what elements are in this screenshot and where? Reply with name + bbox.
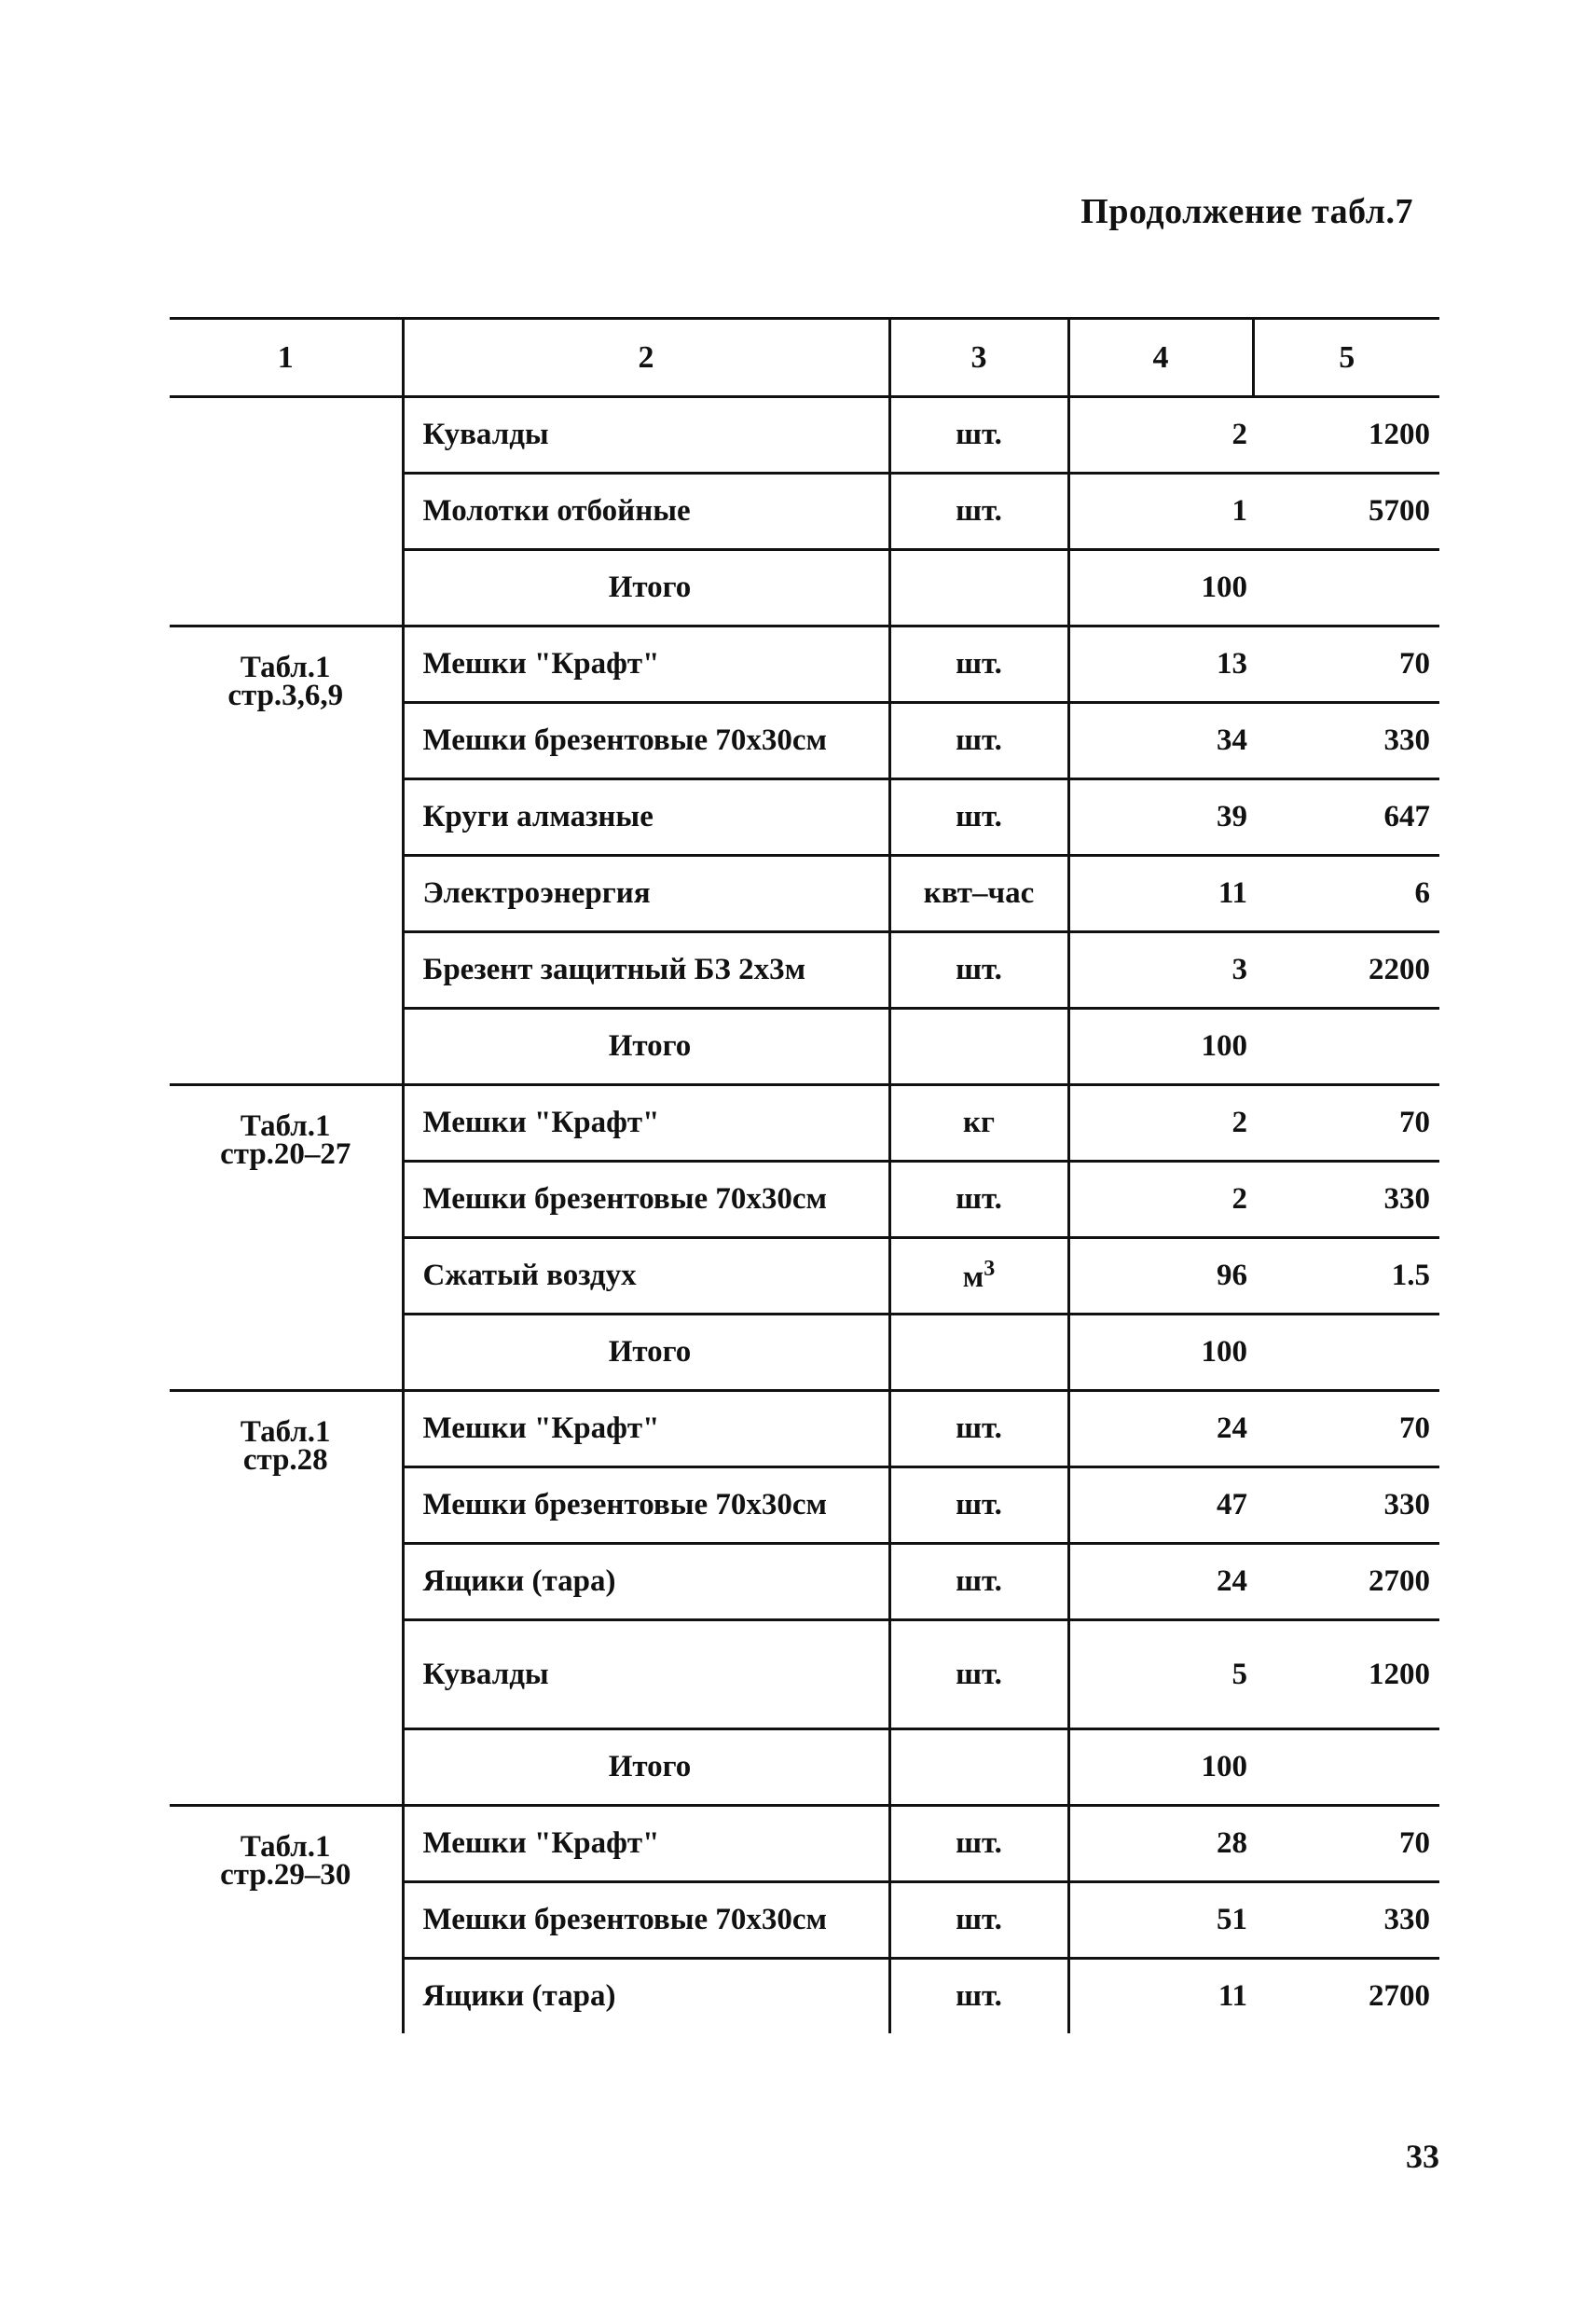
unit-exponent: 3 — [984, 1257, 996, 1281]
item-share: 3 — [1068, 932, 1253, 1009]
item-unit: шт. — [889, 932, 1068, 1009]
item-price: 70 — [1253, 1391, 1439, 1467]
item-name: Мешки брезентовые 70х30см — [403, 703, 889, 779]
item-share: 13 — [1068, 626, 1253, 703]
item-price: 2700 — [1253, 1959, 1439, 2034]
table-row — [170, 397, 1439, 474]
item-unit: шт. — [889, 1882, 1068, 1959]
reference-line: стр.20–27 — [220, 1137, 351, 1171]
item-share: 28 — [1068, 1806, 1253, 1882]
item-price: 70 — [1253, 1085, 1439, 1162]
item-name: Брезент защитный БЗ 2х3м — [403, 932, 889, 1009]
item-name: Сжатый воздух — [403, 1238, 889, 1315]
item-unit: шт. — [889, 1162, 1068, 1238]
table-caption: Продолжение табл.7 — [1080, 192, 1413, 231]
item-price: 1200 — [1253, 1620, 1439, 1729]
page-number: 33 — [1406, 2138, 1439, 2175]
total-unit — [889, 1729, 1068, 1806]
header-cell: 3 — [889, 319, 1068, 397]
data-table — [170, 317, 1439, 2033]
item-share: 11 — [1068, 856, 1253, 932]
reference-line: Табл.1 — [240, 1415, 331, 1449]
item-price: 6 — [1253, 856, 1439, 932]
total-value: 100 — [1068, 550, 1253, 626]
item-unit: шт. — [889, 703, 1068, 779]
item-share: 24 — [1068, 1391, 1253, 1467]
reference-cell — [170, 1085, 403, 1391]
reference-line: стр.28 — [242, 1443, 328, 1477]
header-cell: 2 — [403, 319, 889, 397]
item-unit: кг — [889, 1085, 1068, 1162]
reference-line: стр.29–30 — [220, 1858, 351, 1892]
reference-line: стр.3,6,9 — [227, 679, 344, 712]
item-share: 11 — [1068, 1959, 1253, 2034]
item-unit — [889, 1238, 1068, 1315]
item-name: Ящики (тара) — [403, 1959, 889, 2034]
unit-base: м — [962, 1260, 984, 1294]
reference-line: Табл.1 — [240, 651, 331, 684]
item-name: Молотки отбойные — [403, 474, 889, 550]
item-price: 70 — [1253, 626, 1439, 703]
header-cell: 4 — [1068, 319, 1253, 397]
header-cell: 5 — [1253, 319, 1439, 397]
item-share: 1 — [1068, 474, 1253, 550]
total-price — [1253, 1315, 1439, 1391]
total-price — [1253, 1729, 1439, 1806]
reference-cell — [170, 626, 403, 1085]
item-unit: квт–час — [889, 856, 1068, 932]
item-share: 51 — [1068, 1882, 1253, 1959]
table-row — [170, 1391, 1439, 1467]
item-price: 330 — [1253, 1467, 1439, 1544]
item-share: 2 — [1068, 397, 1253, 474]
item-price: 2200 — [1253, 932, 1439, 1009]
reference-cell — [170, 1391, 403, 1806]
item-unit: шт. — [889, 397, 1068, 474]
table-row — [170, 1806, 1439, 1882]
item-share: 39 — [1068, 779, 1253, 856]
total-unit — [889, 1315, 1068, 1391]
item-price: 1200 — [1253, 397, 1439, 474]
item-unit: шт. — [889, 1959, 1068, 2034]
item-share: 5 — [1068, 1620, 1253, 1729]
item-share: 96 — [1068, 1238, 1253, 1315]
total-value: 100 — [1068, 1729, 1253, 1806]
item-name: Мешки "Крафт" — [403, 626, 889, 703]
item-name: Электроэнергия — [403, 856, 889, 932]
total-unit — [889, 1009, 1068, 1085]
item-share: 2 — [1068, 1085, 1253, 1162]
table-row — [170, 1085, 1439, 1162]
item-price: 330 — [1253, 1882, 1439, 1959]
item-price: 330 — [1253, 703, 1439, 779]
item-name: Мешки брезентовые 70х30см — [403, 1882, 889, 1959]
reference-line: Табл.1 — [240, 1830, 331, 1864]
total-value: 100 — [1068, 1009, 1253, 1085]
item-name: Мешки "Крафт" — [403, 1391, 889, 1467]
item-unit: шт. — [889, 1544, 1068, 1620]
item-unit: шт. — [889, 1620, 1068, 1729]
item-share: 47 — [1068, 1467, 1253, 1544]
item-unit: шт. — [889, 474, 1068, 550]
item-share: 2 — [1068, 1162, 1253, 1238]
total-price — [1253, 1009, 1439, 1085]
item-name: Мешки брезентовые 70х30см — [403, 1162, 889, 1238]
item-unit: шт. — [889, 779, 1068, 856]
item-price: 70 — [1253, 1806, 1439, 1882]
item-name: Кувалды — [403, 397, 889, 474]
item-name: Ящики (тара) — [403, 1544, 889, 1620]
total-label: Итого — [403, 550, 889, 626]
item-unit: шт. — [889, 1467, 1068, 1544]
item-price: 5700 — [1253, 474, 1439, 550]
total-unit — [889, 550, 1068, 626]
item-price: 330 — [1253, 1162, 1439, 1238]
item-price: 2700 — [1253, 1544, 1439, 1620]
total-price — [1253, 550, 1439, 626]
item-name: Мешки "Крафт" — [403, 1806, 889, 1882]
item-share: 34 — [1068, 703, 1253, 779]
item-name: Мешки брезентовые 70х30см — [403, 1467, 889, 1544]
total-label: Итого — [403, 1729, 889, 1806]
reference-cell — [170, 397, 403, 626]
item-price: 647 — [1253, 779, 1439, 856]
header-cell: 1 — [170, 319, 403, 397]
item-name: Мешки "Крафт" — [403, 1085, 889, 1162]
total-value: 100 — [1068, 1315, 1253, 1391]
item-name: Круги алмазные — [403, 779, 889, 856]
item-unit: шт. — [889, 1391, 1068, 1467]
item-unit: шт. — [889, 1806, 1068, 1882]
item-price: 1.5 — [1253, 1238, 1439, 1315]
reference-line: Табл.1 — [240, 1109, 331, 1143]
reference-cell — [170, 1806, 403, 2034]
header-row — [170, 319, 1439, 397]
table-row — [170, 626, 1439, 703]
total-label: Итого — [403, 1009, 889, 1085]
item-share: 24 — [1068, 1544, 1253, 1620]
total-label: Итого — [403, 1315, 889, 1391]
item-name: Кувалды — [403, 1620, 889, 1729]
item-unit: шт. — [889, 626, 1068, 703]
